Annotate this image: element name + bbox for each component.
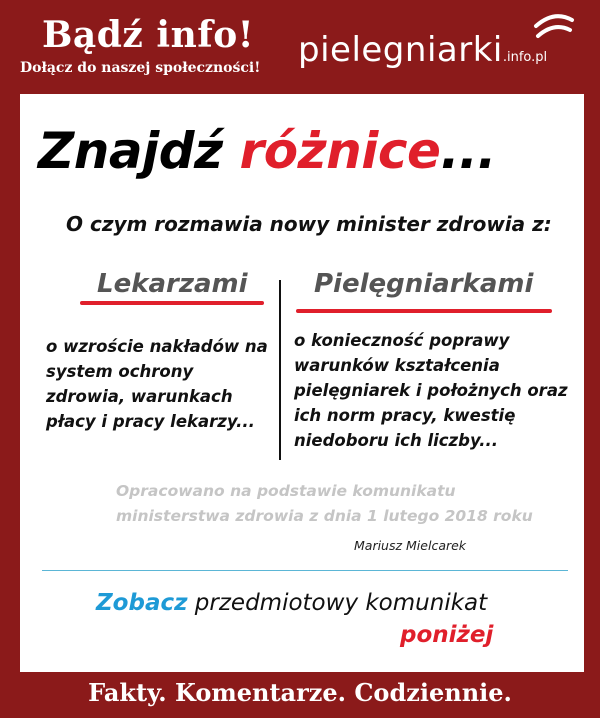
content-card	[20, 94, 584, 672]
logo-arcs-icon	[532, 10, 576, 40]
header-subtitle: Dołącz do naszej społeczności!	[20, 60, 261, 76]
column-divider	[279, 280, 281, 460]
horizontal-divider	[42, 570, 568, 571]
title-part-1: Znajdź	[38, 122, 240, 180]
logo-main-text: pielegniarki	[298, 30, 503, 70]
cta-link[interactable]: Zobacz	[96, 590, 188, 616]
left-column-text: o wzroście nakładów na system ochrony zdrowia, warunkach płacy i pracy lekarzy...	[46, 337, 268, 431]
right-heading-underline	[296, 309, 552, 313]
cta-text: przedmiotowy komunikat	[187, 590, 488, 616]
question-text: O czym rozmawia nowy minister zdrowia z:	[66, 212, 552, 236]
header-banner	[0, 0, 600, 92]
logo-domain-text: .info.pl	[502, 50, 548, 65]
cta-line	[96, 590, 487, 616]
main-title	[38, 122, 496, 180]
left-heading-underline	[80, 301, 264, 305]
title-ellipsis: ...	[440, 122, 496, 180]
left-column-heading: Lekarzami	[97, 269, 248, 299]
source-note: Opracowano na podstawie komunikatu ministerstwa zdrowia z dnia 1 lutego 2018 roku	[116, 482, 533, 525]
right-column-heading: Pielęgniarkami	[314, 269, 534, 299]
site-logo[interactable]	[298, 30, 547, 70]
header-title: Bądź info!	[42, 14, 255, 56]
author-name: Mariusz Mielcarek	[354, 538, 467, 553]
cta-below: poniżej	[400, 622, 494, 648]
title-highlight: różnice	[239, 122, 441, 180]
footer-tagline: Fakty. Komentarze. Codziennie.	[88, 678, 512, 707]
right-column-text: o konieczność poprawy warunków kształcenia pielęgniarek i położnych oraz ich norm pracy, kwestię niedoboru ich liczby...	[294, 331, 568, 450]
